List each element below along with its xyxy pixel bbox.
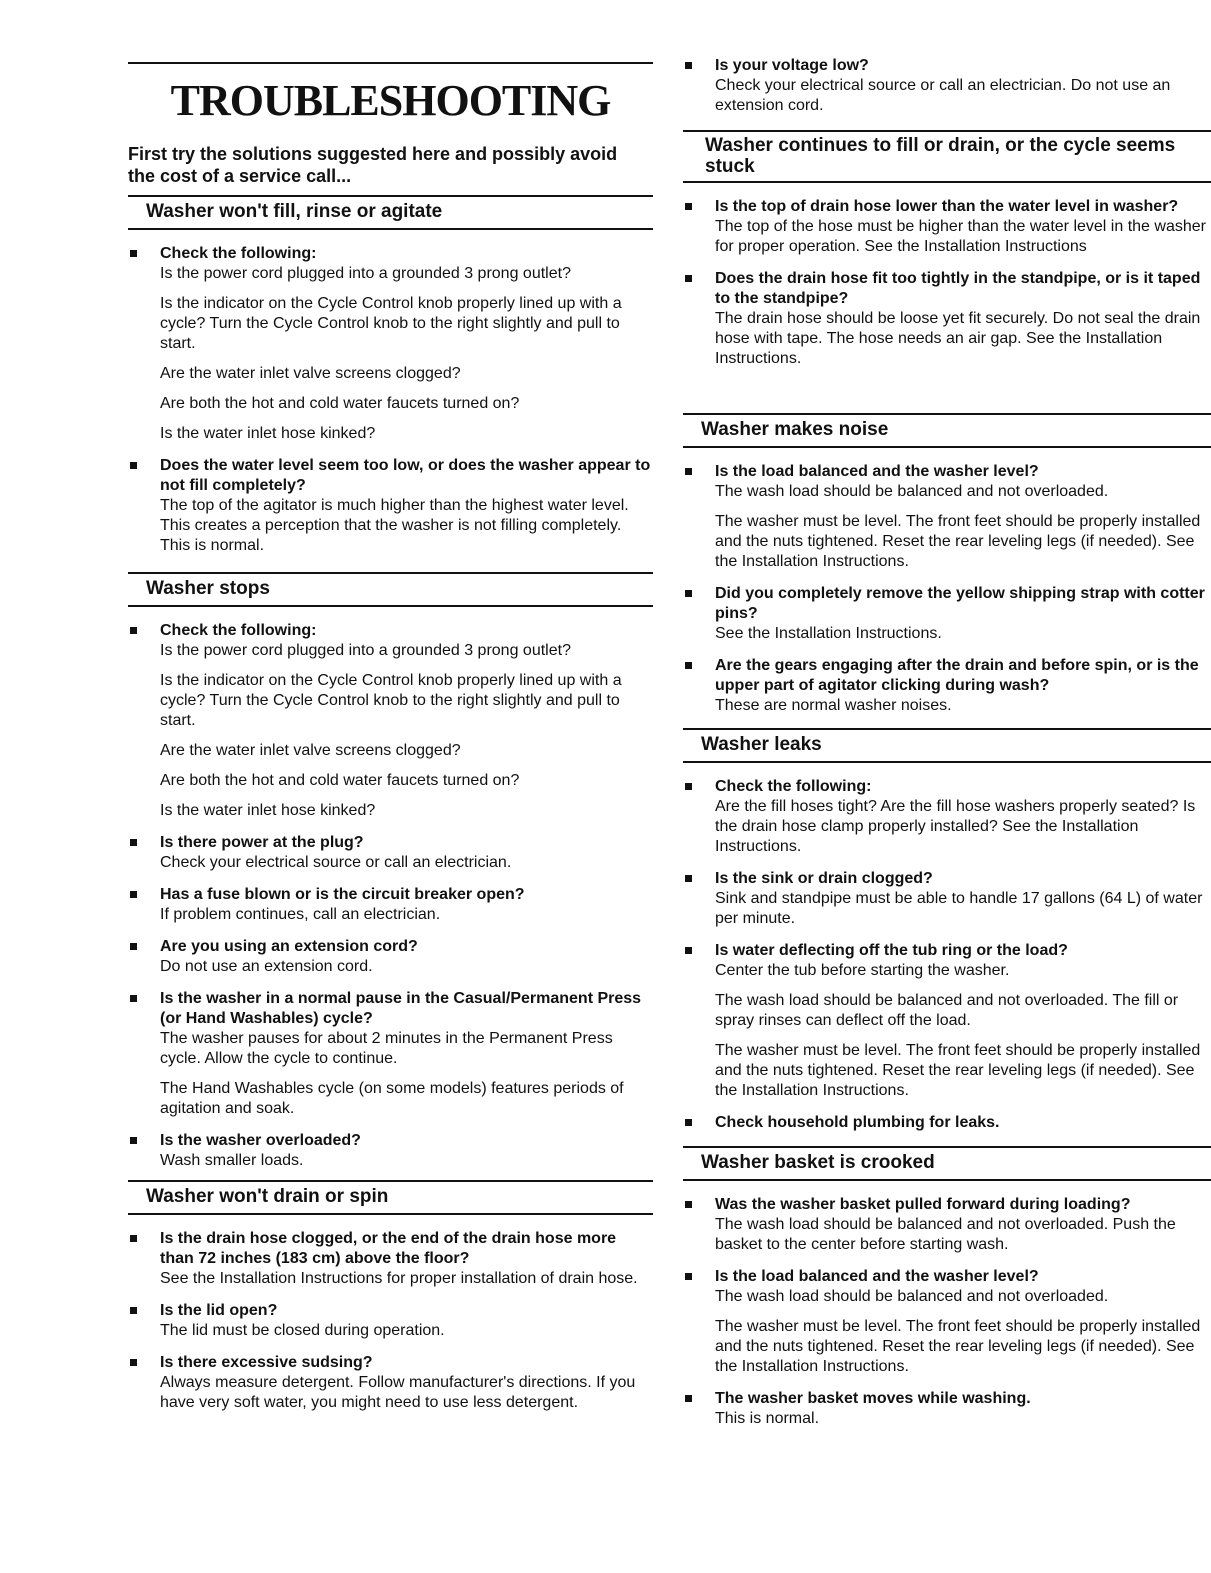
answer-text: The washer must be level. The front feet should be properly installed and the nuts tightened. Reset the rear leveling legs (if needed). See the Installation Instructions. <box>715 1042 1201 1099</box>
title-rule <box>128 62 653 64</box>
answer-text: The washer must be level. The front feet should be properly installed and the nuts tightened. Reset the rear leveling legs (if needed). See the Installation Instructions. <box>715 513 1201 570</box>
answer-text: Check your electrical source or call an electrician. <box>160 854 512 871</box>
question: Check the following: <box>160 622 317 639</box>
answer-text: See the Installation Instructions. <box>715 625 942 642</box>
question: Is there power at the plug? <box>160 834 364 851</box>
answer-text: Sink and standpipe must be able to handle 17 gallons (64 L) of water per minute. <box>715 890 1203 927</box>
answer-text: Check your electrical source or call an electrician. Do not use an extension cord. <box>715 77 1171 114</box>
bullet-square-icon <box>685 1395 692 1402</box>
question: Was the washer basket pulled forward during loading? <box>715 1196 1131 1213</box>
section <box>128 195 653 556</box>
section <box>683 413 1211 716</box>
list-item <box>128 937 653 977</box>
bullet-square-icon <box>130 1307 137 1314</box>
list-item <box>683 197 1211 257</box>
bullet-square-icon <box>685 590 692 597</box>
answer-text: Is the power cord plugged into a grounded 3 prong outlet? <box>160 642 571 659</box>
answer-text: The wash load should be balanced and not overloaded. The fill or spray rinses can deflect off the load. <box>715 992 1179 1029</box>
list-item <box>683 869 1211 929</box>
answer-text: The wash load should be balanced and not overloaded. <box>715 1288 1109 1305</box>
question: Has a fuse blown or is the circuit breaker open? <box>160 886 525 903</box>
bullet-square-icon <box>685 947 692 954</box>
question: Does the water level seem too low, or does the washer appear to not fill completely? <box>160 457 651 494</box>
answer-text: The wash load should be balanced and not overloaded. Push the basket to the center before starting wash. <box>715 1216 1176 1253</box>
list-item <box>128 1353 653 1413</box>
bullet-square-icon <box>685 1273 692 1280</box>
section <box>683 1146 1211 1429</box>
answer-text: The lid must be closed during operation. <box>160 1322 445 1339</box>
question: Are the gears engaging after the drain and before spin, or is the upper part of agitator clicking during wash? <box>715 657 1199 694</box>
section-heading: Washer won't fill, rinse or agitate <box>128 195 653 230</box>
bullet-square-icon <box>685 1201 692 1208</box>
answer-text: The washer must be level. The front feet should be properly installed and the nuts tightened. Reset the rear leveling legs (if needed). See the Installation Instructions. <box>715 1318 1201 1375</box>
answer-text: Is the water inlet hose kinked? <box>160 425 376 442</box>
voltage-item <box>683 42 1211 116</box>
question: Is the washer overloaded? <box>160 1132 361 1149</box>
list-item <box>128 989 653 1119</box>
answer-text: Are the fill hoses tight? Are the fill hose washers properly seated? Is the drain hose clamp properly installed? See the Installation Instructions. <box>715 798 1196 855</box>
bullet-square-icon <box>130 462 137 469</box>
bullet-square-icon <box>685 1119 692 1126</box>
troubleshooting-list <box>128 621 653 1171</box>
question: Did you completely remove the yellow shipping strap with cotter pins? <box>715 585 1205 622</box>
answer-text: The washer pauses for about 2 minutes in the Permanent Press cycle. Allow the cycle to continue. <box>160 1030 613 1067</box>
question: Is the drain hose clogged, or the end of the drain hose more than 72 inches (183 cm) above the floor? <box>160 1230 617 1267</box>
troubleshooting-list <box>683 462 1211 716</box>
answer-text: Is the indicator on the Cycle Control knob properly lined up with a cycle? Turn the Cycle Control knob to the right slightly and pull to start. <box>160 295 622 352</box>
answer-text: Are both the hot and cold water faucets turned on? <box>160 395 520 412</box>
answer-text: Do not use an extension cord. <box>160 958 373 975</box>
bullet-square-icon <box>130 839 137 846</box>
bullet-square-icon <box>130 627 137 634</box>
answer-text: The wash load should be balanced and not overloaded. <box>715 483 1109 500</box>
list-item <box>128 833 653 873</box>
answer-text: Are the water inlet valve screens clogged? <box>160 742 461 759</box>
question: The washer basket moves while washing. <box>715 1390 1031 1407</box>
answer-text: Always measure detergent. Follow manufacturer's directions. If you have very soft water, you might need to use less detergent. <box>160 1374 636 1411</box>
troubleshooting-list <box>128 244 653 556</box>
bullet-square-icon <box>130 1235 137 1242</box>
answer-text: The top of the hose must be higher than the water level in the washer for proper operation. See the Installation Instructions <box>715 218 1206 255</box>
section <box>128 572 653 1171</box>
question: Is the top of drain hose lower than the water level in washer? <box>715 198 1179 215</box>
section-heading: Washer stops <box>128 572 653 607</box>
list-item <box>128 244 653 444</box>
list-item <box>683 941 1211 1101</box>
answer-text: Wash smaller loads. <box>160 1152 304 1169</box>
question: Is the load balanced and the washer level? <box>715 1268 1039 1285</box>
list-item <box>683 777 1211 857</box>
list-item <box>128 1131 653 1171</box>
question: Are you using an extension cord? <box>160 938 418 955</box>
troubleshooting-list <box>128 1229 653 1413</box>
answer-text: Are the water inlet valve screens clogged? <box>160 365 461 382</box>
section-heading: Washer basket is crooked <box>683 1146 1211 1181</box>
troubleshooting-list <box>683 1195 1211 1429</box>
intro-text: First try the solutions suggested here and possibly avoid the cost of a service call... <box>128 144 618 186</box>
section <box>128 1180 653 1413</box>
bullet-square-icon <box>130 891 137 898</box>
question: Does the drain hose fit too tightly in the standpipe, or is it taped to the standpipe? <box>715 270 1201 307</box>
bullet-square-icon <box>130 995 137 1002</box>
bullet-square-icon <box>130 943 137 950</box>
bullet-square-icon <box>685 875 692 882</box>
list-item <box>128 885 653 925</box>
answer-text: If problem continues, call an electrician. <box>160 906 441 923</box>
bullet-square-icon <box>685 62 692 69</box>
answer-text: The top of the agitator is much higher than the highest water level. This creates a perception that the washer is not filling completely. This is normal. <box>160 497 629 554</box>
question: Check household plumbing for leaks. <box>715 1114 1000 1131</box>
bullet-square-icon <box>685 662 692 669</box>
question: Is the load balanced and the washer level? <box>715 463 1039 480</box>
answer-text: Is the water inlet hose kinked? <box>160 802 376 819</box>
list-item <box>683 462 1211 572</box>
list-item <box>683 269 1211 369</box>
section-heading: Washer leaks <box>683 728 1211 763</box>
answer-text: The Hand Washables cycle (on some models) features periods of agitation and soak. <box>160 1080 624 1117</box>
answer-text: The drain hose should be loose yet fit securely. Do not seal the drain hose with tape. The hose needs an air gap. See the Installation Instructions. <box>715 310 1201 367</box>
answer-text: Center the tub before starting the washer. <box>715 962 1010 979</box>
bullet-square-icon <box>685 783 692 790</box>
question: Is water deflecting off the tub ring or the load? <box>715 942 1068 959</box>
list-item <box>128 621 653 821</box>
question: Is your voltage low? <box>715 57 869 74</box>
troubleshooting-list <box>683 56 1211 116</box>
list-item <box>683 656 1211 716</box>
bullet-square-icon <box>685 468 692 475</box>
list-item <box>683 1195 1211 1255</box>
section <box>683 130 1211 369</box>
section <box>683 728 1211 1133</box>
list-item <box>128 1229 653 1289</box>
section-heading: Washer makes noise <box>683 413 1211 448</box>
question: Is the lid open? <box>160 1302 278 1319</box>
list-item <box>128 456 653 556</box>
answer-text: See the Installation Instructions for proper installation of drain hose. <box>160 1270 638 1287</box>
list-item <box>128 1301 653 1341</box>
page-title: TROUBLESHOOTING <box>170 76 611 125</box>
section-heading: Washer won't drain or spin <box>128 1180 653 1215</box>
bullet-square-icon <box>130 1359 137 1366</box>
answer-text: Is the power cord plugged into a grounded 3 prong outlet? <box>160 265 571 282</box>
list-item <box>683 1389 1211 1429</box>
bullet-square-icon <box>130 250 137 257</box>
answer-text: Are both the hot and cold water faucets turned on? <box>160 772 520 789</box>
question: Is there excessive sudsing? <box>160 1354 373 1371</box>
bullet-square-icon <box>130 1137 137 1144</box>
section-heading: Washer continues to fill or drain, or the cycle seems stuck <box>683 130 1211 183</box>
list-item <box>683 56 1211 116</box>
list-item <box>683 584 1211 644</box>
list-item <box>683 1113 1211 1133</box>
answer-text: This is normal. <box>715 1410 820 1427</box>
answer-text: Is the indicator on the Cycle Control knob properly lined up with a cycle? Turn the Cycle Control knob to the right slightly and pull to start. <box>160 672 622 729</box>
question: Is the washer in a normal pause in the Casual/Permanent Press (or Hand Washables) cycle? <box>160 990 642 1027</box>
bullet-square-icon <box>685 275 692 282</box>
bullet-square-icon <box>685 203 692 210</box>
question: Check the following: <box>160 245 317 262</box>
question: Check the following: <box>715 778 872 795</box>
question: Is the sink or drain clogged? <box>715 870 933 887</box>
list-item <box>683 1267 1211 1377</box>
troubleshooting-list <box>683 777 1211 1133</box>
answer-text: These are normal washer noises. <box>715 697 952 714</box>
troubleshooting-list <box>683 197 1211 369</box>
